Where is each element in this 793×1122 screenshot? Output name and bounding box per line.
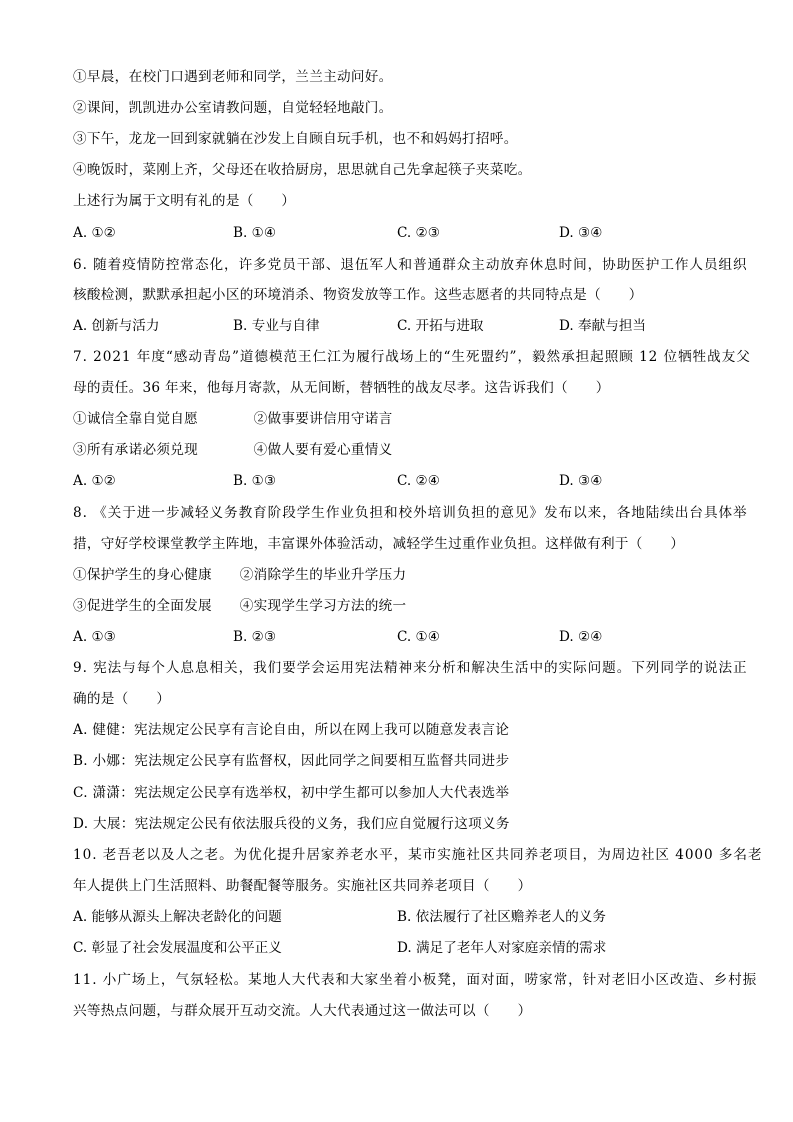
- q10-option-a: A. 能够从源头上解决老龄化的问题: [73, 909, 282, 925]
- q10-option-d: D. 满足了老年人对家庭亲情的需求: [397, 940, 607, 956]
- question-7-line-1: 7. 2021 年度“感动青岛”道德模范王仁江为履行战场上的“生死盟约”，毅然承担起照顾 12 位牺牲战友父: [73, 349, 751, 365]
- q5-option-c: C. ②③: [397, 225, 440, 241]
- question-7-choices-2: ③所有承诺必须兑现 ④做人要有爱心重情义: [73, 442, 393, 458]
- q7-option-a: A. ①②: [73, 473, 116, 489]
- statement-1: ①早晨，在校门口遇到老师和同学，兰兰主动问好。: [73, 69, 393, 85]
- q7-option-b: B. ①③: [233, 473, 277, 489]
- question-10-line-1: 10. 老吾老以及人之老。为优化提升居家养老水平，某市实施社区共同养老项目，为周边社区 4000 多名老: [73, 847, 763, 863]
- question-9-line-2: 确的是（ ）: [73, 691, 171, 707]
- statement-2: ②课间，凯凯进办公室请教问题，自觉轻轻地敲门。: [73, 100, 393, 116]
- q9-option-d: D. 大展：宪法规定公民有依法服兵役的义务，我们应自觉履行这项义务: [73, 816, 510, 832]
- q7-option-d: D. ③④: [559, 473, 603, 489]
- q8-option-c: C. ①④: [397, 629, 440, 645]
- q5-option-d: D. ③④: [559, 225, 603, 241]
- q7-option-c: C. ②④: [397, 473, 440, 489]
- question-7-choices-1: ①诚信全靠自觉自愿 ②做事要讲信用守诺言: [73, 411, 393, 427]
- question-8-line-2: 措，守好学校课堂教学主阵地，丰富课外体验活动，减轻学生过重作业负担。这样做有利于（ ）: [73, 536, 685, 552]
- q8-option-d: D. ②④: [559, 629, 603, 645]
- q9-option-b: B. 小娜：宪法规定公民享有监督权，因此同学之间要相互监督共同进步: [73, 753, 510, 769]
- q10-option-b: B. 依法履行了社区赡养老人的义务: [397, 909, 606, 925]
- question-8-choices-2: ③促进学生的全面发展 ④实现学生学习方法的统一: [73, 598, 407, 614]
- question-6-line-2: 核酸检测，默默承担起小区的环境消杀、物资发放等工作。这些志愿者的共同特点是（ ）: [73, 287, 643, 303]
- q10-option-c: C. 彰显了社会发展温度和公平正义: [73, 940, 282, 956]
- q8-option-b: B. ②③: [233, 629, 277, 645]
- question-10-line-2: 年人提供上门生活照料、助餐配餐等服务。实施社区共同养老项目（ ）: [73, 878, 532, 894]
- statement-4: ④晚饭时，菜刚上齐，父母还在收拾厨房，思思就自己先拿起筷子夹菜吃。: [73, 162, 532, 178]
- q6-option-a: A. 创新与活力: [73, 318, 160, 334]
- q9-option-a: A. 健健：宪法规定公民享有言论自由，所以在网上我可以随意发表言论: [73, 722, 510, 738]
- q6-option-b: B. 专业与自律: [233, 318, 320, 334]
- q5-option-a: A. ①②: [73, 225, 116, 241]
- question-11-line-1: 11. 小广场上，气氛轻松。某地人大代表和大家坐着小板凳，面对面，唠家常，针对老旧小区改造、乡村振: [73, 972, 758, 988]
- q6-option-c: C. 开拓与进取: [397, 318, 484, 334]
- question-7-line-2: 母的责任。36 年来，他每月寄款，从无间断，替牺牲的战友尽孝。这告诉我们（ ）: [73, 380, 610, 396]
- question-5-stem: 上述行为属于文明有礼的是（ ）: [73, 193, 296, 209]
- q5-option-b: B. ①④: [233, 225, 277, 241]
- question-8-choices-1: ①保护学生的身心健康 ②消除学生的毕业升学压力: [73, 567, 407, 583]
- q8-option-a: A. ①③: [73, 629, 116, 645]
- q6-option-d: D. 奉献与担当: [559, 318, 647, 334]
- question-11-line-2: 兴等热点问题，与群众展开互动交流。人大代表通过这一做法可以（ ）: [73, 1003, 532, 1019]
- question-8-line-1: 8. 《关于进一步减轻义务教育阶段学生作业负担和校外培训负担的意见》发布以来，各地陆续出台具体举: [73, 505, 748, 521]
- q9-option-c: C. 潇潇：宪法规定公民享有选举权，初中学生都可以参加人大代表选举: [73, 785, 510, 801]
- question-9-line-1: 9. 宪法与每个人息息相关，我们要学会运用宪法精神来分析和解决生活中的实际问题。下列同学的说法正: [73, 660, 748, 676]
- question-6-line-1: 6. 随着疫情防控常态化，许多党员干部、退伍军人和普通群众主动放弃休息时间，协助医护工作人员组织: [73, 257, 748, 273]
- statement-3: ③下午，龙龙一回到家就躺在沙发上自顾自玩手机，也不和妈妈打招呼。: [73, 131, 518, 147]
